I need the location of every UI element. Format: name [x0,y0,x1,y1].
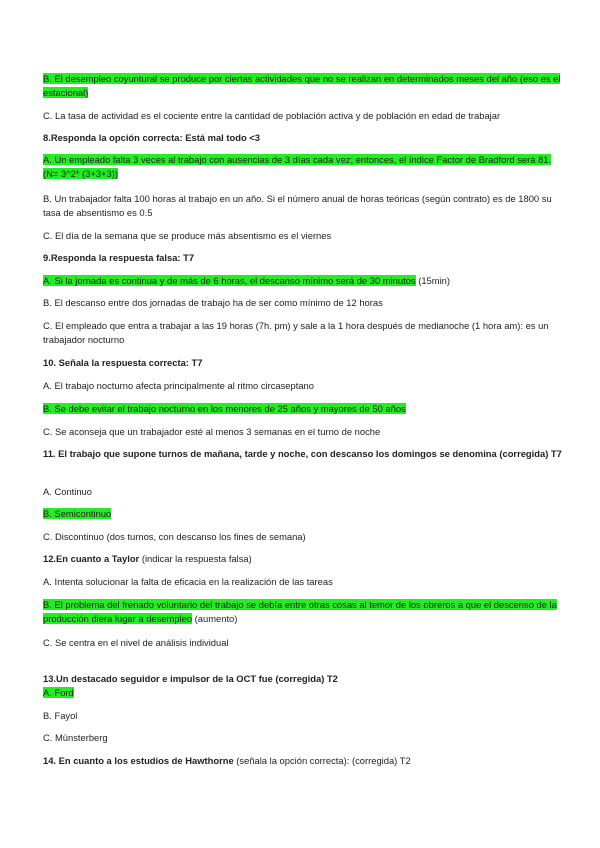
question-9-option-b: B. El descanso entre dos jornadas de trabajo ha de ser como mínimo de 12 horas [43,297,383,308]
highlighted-answer: A. Ford [43,687,74,698]
question-12-title: 12.En cuanto a Taylor [43,553,140,564]
highlighted-answer: A. Un empleado falta 3 veces al trabajo con ausencias de 3 días cada vez; entonces, el índice Factor de Bradford será 81. (N= 3^2* (3+3+3)) [43,154,552,179]
question-13-option-b: B. Fayol [43,710,78,721]
question-8-option-a [43,153,563,181]
question-12-option-c: C. Se centra en el nivel de análisis individual [43,637,229,648]
question-10-option-a: A. El trabajo nocturno afecta principalmente al ritmo circaseptano [43,380,314,391]
question-10-option-c: C. Se aconseja que un trabajador esté al menos 3 semanas en el turno de noche [43,426,381,437]
question-13-option-c: C. Münsterberg [43,732,108,743]
highlighted-answer: A. Si la jornada es continua y de más de 6 horas, el descanso mínimo será de 30 minutos [43,275,416,286]
question-11-option-c: C. Discontinuo (dos turnos, con descanso los fines de semana) [43,531,306,542]
highlighted-answer: B. El problema del frenado voluntario del trabajo se debía entre otras cosas al temor de los obreros a que el descenso de la producción diera lugar a desempleo [43,599,557,624]
question-12-instruction: (indicar la respuesta falsa) [139,553,252,564]
question-14-title: 14. En cuanto a los estudios de Hawthorne [43,755,234,766]
question-14-instruction: (señala la opción correcta): (corregida) T2 [233,755,411,766]
answer-note: (aumento) [192,613,238,624]
answer-c-tasa: C. La tasa de actividad es el cociente entre la cantidad de población activa y de población en edad de trabajar [43,110,501,121]
question-10-option-b [43,402,563,416]
question-13-option-a [43,686,563,700]
question-12 [43,552,563,566]
highlighted-answer: B. Semicontinuo [43,508,112,519]
question-12-option-b [43,598,563,626]
question-9-option-a [43,274,563,288]
question-9: 9.Responda la respuesta falsa: T7 [43,252,195,263]
question-8-option-c: C. El día de la semana que se produce más absentismo es el viernes [43,230,332,241]
question-14 [43,754,563,768]
answer-note: (15min) [415,275,450,286]
highlighted-answer: B. El desempleo coyuntural se produce por ciertas actividades que no se realizan en determinados meses del año (eso es el estacional) [43,73,561,98]
highlighted-answer: B. Se debe evitar el trabajo nocturno en los menores de 25 años y mayores de 50 años [43,403,406,414]
question-8-option-b: B. Un trabajador falta 100 horas al trabajo en un año. Si el número anual de horas teóricas (según contrato) es de 1800 su tasa de absentismo es 0.5 [43,193,552,218]
question-11-option-a: A. Continuo [43,486,92,497]
answer-b-desempleo [43,72,563,100]
question-9-option-c: C. El empleado que entra a trabajar a las 19 horas (7h. pm) y sale a la 1 hora después de medianoche (1 hora am): es un trabajador nocturno [43,320,549,345]
question-10: 10. Señala la respuesta correcta: T7 [43,357,203,368]
question-13: 13.Un destacado seguidor e impulsor de la OCT fue (corregida) T2 [43,673,338,684]
question-11: 11. El trabajo que supone turnos de mañana, tarde y noche, con descanso los domingos se denomina (corregida) T7 [43,448,562,459]
question-12-option-a: A. Intenta solucionar la falta de eficacia en la realización de las tareas [43,576,333,587]
question-11-option-b [43,507,563,521]
question-8: 8.Responda la opción correcta: Está mal todo <3 [43,132,260,143]
